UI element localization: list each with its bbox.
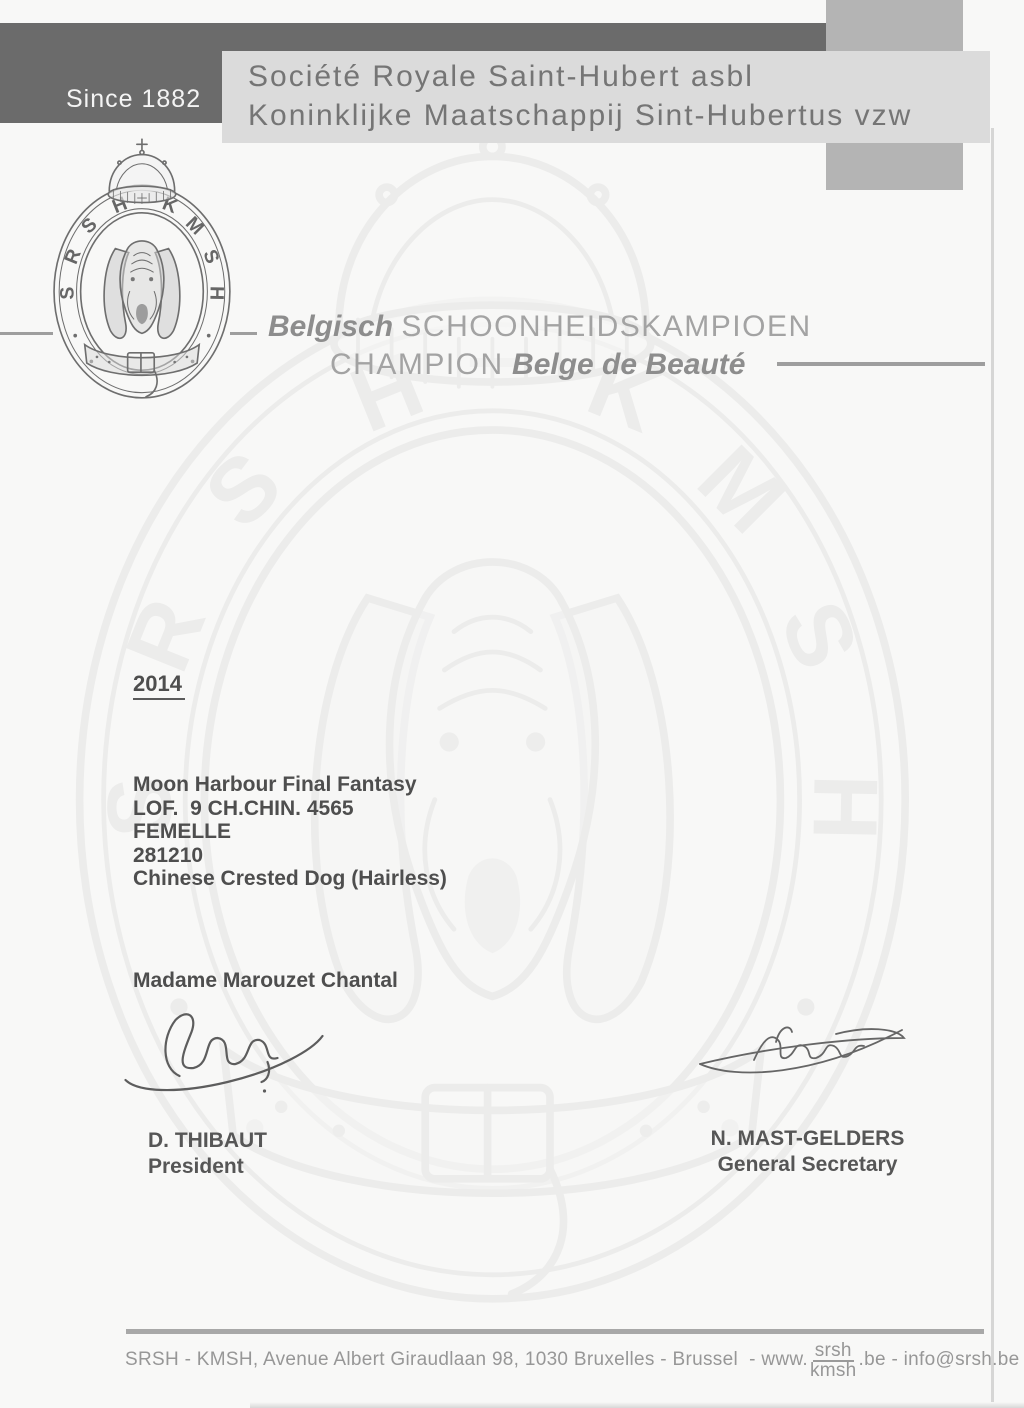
dog-breed: Chinese Crested Dog (Hairless) xyxy=(133,867,447,890)
dog-details xyxy=(133,773,447,891)
owner-name: Madame Marouzet Chantal xyxy=(133,969,398,992)
footer-site-kmsh: kmsh xyxy=(809,1360,857,1381)
secretary-role: General Secretary xyxy=(717,1153,898,1176)
president-role: President xyxy=(148,1155,244,1178)
year: 2014 xyxy=(133,671,185,700)
org-name-fr: Société Royale Saint-Hubert asbl xyxy=(248,60,754,93)
title-nl-caps: SCHOONHEIDSKAMPIOEN xyxy=(401,310,812,343)
paper-edge-bottom xyxy=(250,1402,1024,1408)
dog-registration: LOF. 9 CH.CHIN. 4565 xyxy=(133,796,354,820)
title-line-fr xyxy=(330,348,745,382)
secretary-name: N. MAST-GELDERS xyxy=(710,1127,905,1150)
footer-site-fraction xyxy=(809,1340,857,1381)
title-nl-emph: Belgisch xyxy=(268,310,394,343)
paper-edge-right xyxy=(991,128,994,1402)
president-signature xyxy=(115,998,335,1098)
title-rule-right xyxy=(777,362,985,366)
president-block xyxy=(148,1128,267,1180)
secretary-signature xyxy=(696,1018,914,1084)
title-dash xyxy=(230,332,257,335)
title-rule-left xyxy=(0,332,53,335)
footer-suffix: .be - info@srsh.be xyxy=(858,1349,1020,1370)
title-line-nl xyxy=(268,310,812,344)
president-name: D. THIBAUT xyxy=(148,1129,267,1152)
since-label: Since 1882 xyxy=(66,85,202,113)
dog-number: 281210 xyxy=(133,843,204,867)
footer-www-prefix: - www. xyxy=(743,1349,808,1370)
srsh-kmsh-logo xyxy=(52,136,236,402)
secretary-block xyxy=(690,1126,925,1178)
dog-sex: FEMELLE xyxy=(133,820,231,843)
title-fr-caps: CHAMPION xyxy=(330,348,504,381)
org-name-nl: Koninklijke Maatschappij Sint-Hubertus vzw xyxy=(248,99,913,132)
footer-site-srsh: srsh xyxy=(814,1340,852,1361)
footer xyxy=(125,1340,1020,1381)
organisation-header xyxy=(222,51,990,143)
footer-address: SRSH - KMSH, Avenue Albert Giraudlaan 98, 1030 Bruxelles - Brussel xyxy=(125,1349,744,1370)
dog-name: Moon Harbour Final Fantasy xyxy=(133,773,417,796)
title-fr-emph: Belge de Beauté xyxy=(512,348,746,381)
footer-rule xyxy=(126,1329,984,1334)
